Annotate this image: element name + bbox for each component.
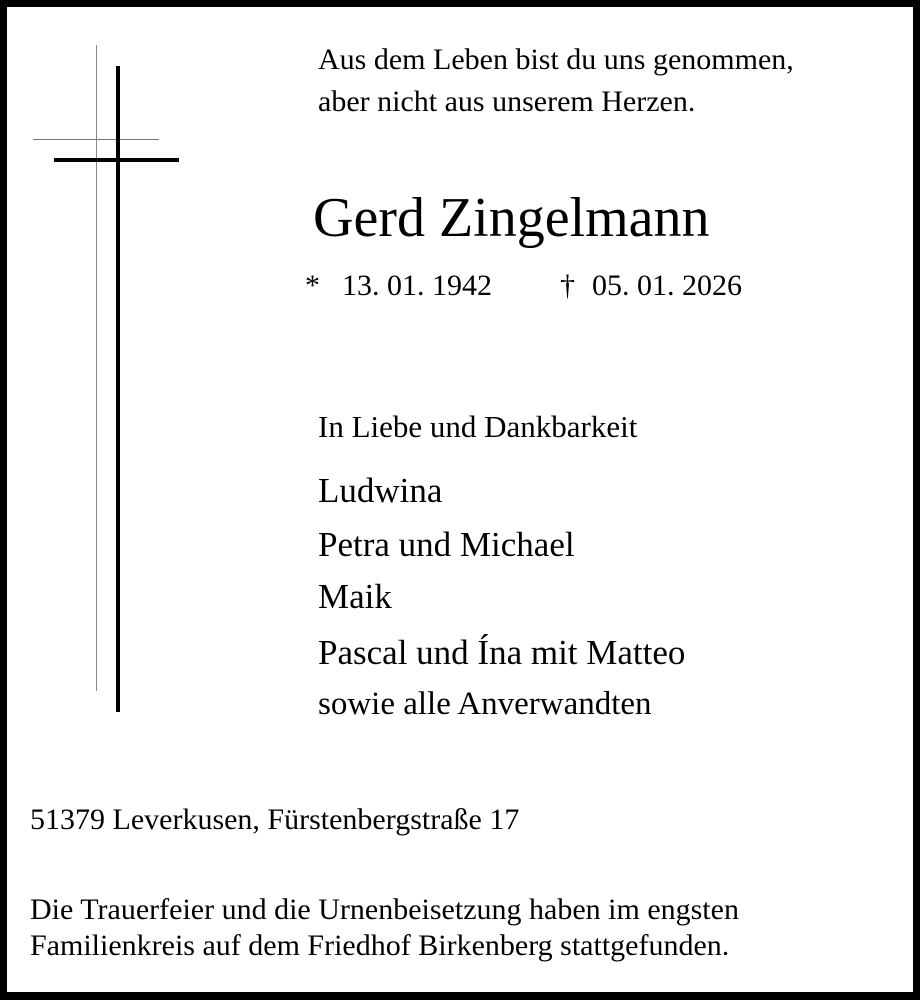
cross-thin-horizontal [33,139,159,140]
birth-symbol: * [305,269,320,302]
dedication: In Liebe und Dankbarkeit [318,409,638,444]
mourner: Petra und Michael [318,525,575,564]
notice-line-1: Die Trauerfeier und die Urnenbeisetzung haben im engsten [30,893,739,926]
motto-line-1: Aus dem Leben bist du uns genommen, [318,43,794,76]
mourner: Ludwina [318,471,443,510]
cross-thin-vertical [96,45,97,691]
motto-line-2: aber nicht aus unserem Herzen. [318,85,696,118]
notice-line-2: Familienkreis auf dem Friedhof Birkenberg stattgefunden. [30,929,730,962]
mourner: Pascal und Ína mit Matteo [318,633,686,672]
cross-thick-vertical [116,66,120,712]
deceased-name: Gerd Zingelmann [313,187,710,249]
death-date: 05. 01. 2026 [592,269,742,302]
birth-date: 13. 01. 1942 [342,269,492,302]
mourner: Maik [318,577,392,616]
mourner: sowie alle Anverwandten [318,686,652,722]
death-symbol: † [560,269,575,302]
address: 51379 Leverkusen, Fürstenbergstraße 17 [30,803,520,836]
cross-thick-horizontal [54,158,179,162]
